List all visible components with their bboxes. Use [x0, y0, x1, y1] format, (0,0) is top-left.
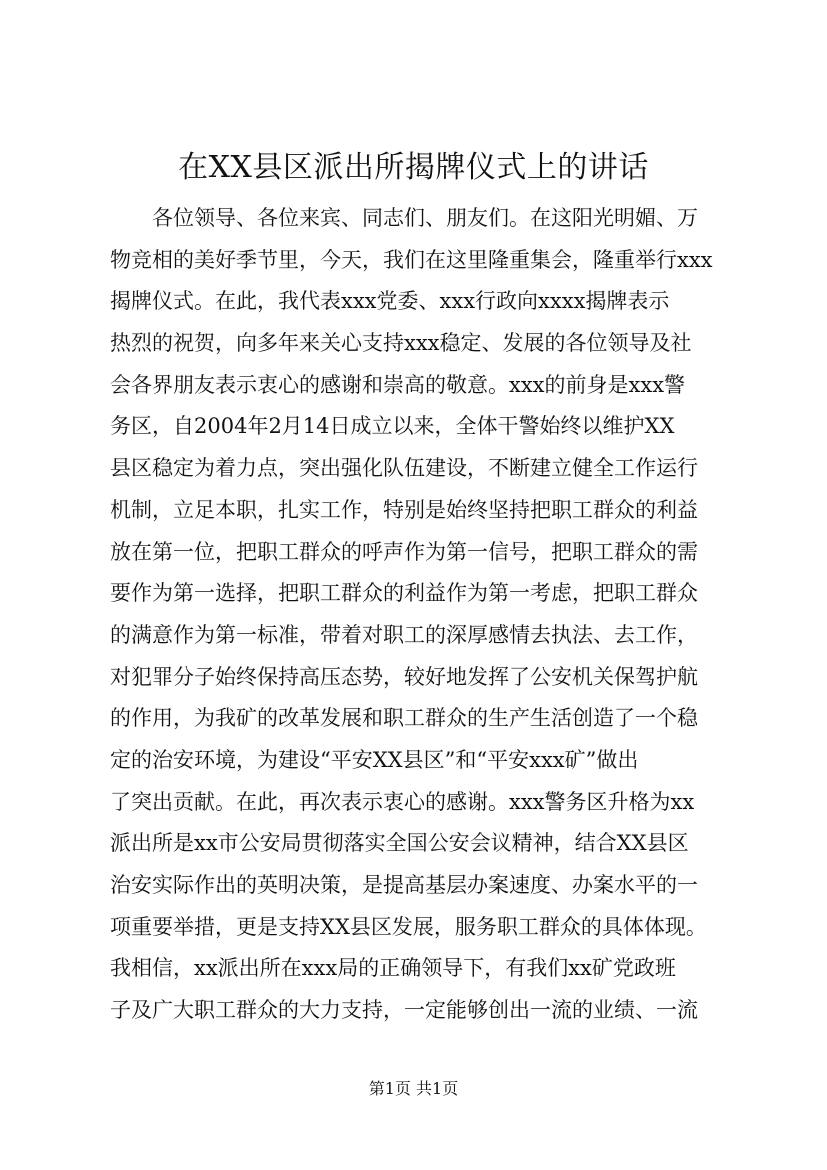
body-line: 的作用，为我矿的改革发展和职工群众的生产生活创造了一个稳 — [110, 706, 698, 731]
document-title: 在XX县区派出所揭牌仪式上的讲话 — [178, 150, 649, 185]
body-line: 派出所是xx市公安局贯彻落实全国公安会议精神，结合XX县区 — [110, 831, 689, 856]
body-line: 要作为第一选择，把职工群众的利益作为第一考虑，把职工群众 — [110, 581, 698, 606]
body-line: 的满意作为第一标准，带着对职工的深厚感情去执法、去工作， — [110, 622, 698, 647]
body-line: 定的治安环境，为建设“平安XX县区”和“平安xxx矿”做出 — [110, 747, 639, 772]
body-line: 热烈的祝贺，向多年来关心支持xxx稳定、发展的各位领导及社 — [110, 331, 692, 356]
body-line: 各位领导、各位来宾、同志们、朋友们。在这阳光明媚、万 — [152, 206, 698, 230]
body-line: 对犯罪分子始终保持高压态势，较好地发挥了公安机关保驾护航 — [110, 664, 698, 689]
document-body — [110, 198, 750, 1032]
body-line: 了突出贡献。在此，再次表示衷心的感谢。xxx警务区升格为xx — [110, 789, 695, 814]
body-line: 放在第一位，把职工群众的呼声作为第一信号，把职工群众的需 — [110, 539, 698, 564]
body-line: 物竞相的美好季节里，今天，我们在这里隆重集会，隆重举行xxx — [110, 247, 713, 272]
body-line: 揭牌仪式。在此，我代表xxx党委、xxx行政向xxxx揭牌表示 — [110, 289, 670, 314]
body-line: 治安实际作出的英明决策，是提高基层办案速度、办案水平的一 — [110, 873, 698, 897]
page-number-footer: 第1页 共1页 — [368, 1079, 459, 1098]
body-line: 项重要举措，更是支持XX县区发展，服务职工群众的具体体现。 — [110, 914, 707, 939]
body-line: 子及广大职工群众的大力支持，一定能够创出一流的业绩、一流 — [110, 998, 698, 1023]
body-line: 我相信，xx派出所在xxx局的正确领导下，有我们xx矿党政班 — [110, 956, 676, 981]
body-line: 务区，自2004年2月14日成立以来，全体干警始终以维护XX — [110, 414, 675, 439]
body-line: 县区稳定为着力点，突出强化队伍建设，不断建立健全工作运行 — [110, 456, 698, 481]
body-line: 会各界朋友表示衷心的感谢和崇高的敬意。xxx的前身是xxx警 — [110, 372, 686, 397]
body-line: 机制，立足本职，扎实工作，特别是始终坚持把职工群众的利益 — [110, 497, 698, 522]
